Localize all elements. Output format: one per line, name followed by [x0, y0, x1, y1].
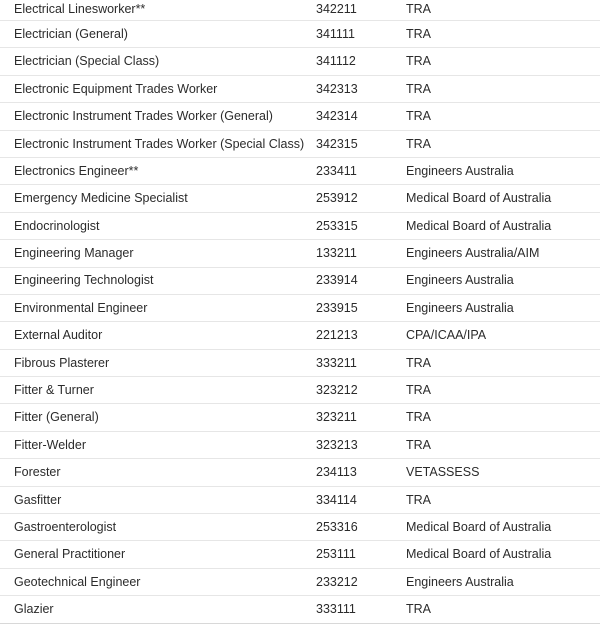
- authority-cell: TRA: [406, 54, 431, 69]
- occupation-cell: Gastroenterologist: [14, 519, 117, 534]
- code-cell: 221213: [316, 328, 358, 343]
- authority-cell: TRA: [406, 109, 431, 124]
- occupation-cell: General Practitioner: [14, 547, 126, 562]
- code-cell: 233411: [316, 163, 357, 178]
- table-row: [0, 21, 600, 48]
- code-cell: 253316: [316, 519, 358, 534]
- table-row: [0, 0, 600, 21]
- code-cell: 253315: [316, 218, 358, 233]
- table-row: [0, 158, 600, 185]
- authority-cell: Engineers Australia: [406, 574, 514, 589]
- authority-cell: Engineers Australia: [406, 300, 514, 315]
- code-cell: 342315: [316, 136, 358, 151]
- table-row: [0, 569, 600, 596]
- occupation-cell: Gasfitter: [14, 492, 62, 507]
- authority-cell: VETASSESS: [406, 465, 480, 480]
- authority-cell: Medical Board of Australia: [406, 191, 552, 206]
- table-row: [0, 240, 600, 267]
- occupation-cell: Fitter-Welder: [14, 437, 87, 452]
- authority-cell: Medical Board of Australia: [406, 519, 552, 534]
- authority-cell: Medical Board of Australia: [406, 547, 552, 562]
- table-row: [0, 541, 600, 568]
- occupation-cell: Electronic Instrument Trades Worker (Special Class): [14, 136, 305, 151]
- table-row: [0, 48, 600, 75]
- table-row: [0, 295, 600, 322]
- table-row: [0, 76, 600, 103]
- code-cell: 133211: [316, 246, 357, 261]
- occupation-cell: Electronic Equipment Trades Worker: [14, 81, 218, 96]
- code-cell: 323211: [316, 410, 357, 425]
- authority-cell: TRA: [406, 410, 431, 425]
- occupation-cell: Engineering Technologist: [14, 273, 154, 288]
- code-cell: 253111: [316, 547, 356, 562]
- authority-cell: Medical Board of Australia: [406, 218, 552, 233]
- occupation-cell: Fibrous Plasterer: [14, 355, 110, 370]
- code-cell: 233915: [316, 300, 358, 315]
- table-row: [0, 459, 600, 486]
- occupation-cell: Electronics Engineer**: [14, 163, 139, 178]
- table-row: [0, 131, 600, 158]
- occupation-cell: Emergency Medicine Specialist: [14, 191, 188, 206]
- occupation-cell: Environmental Engineer: [14, 300, 148, 315]
- code-cell: 341111: [316, 26, 355, 41]
- occupation-cell: Electronic Instrument Trades Worker (General): [14, 109, 273, 124]
- authority-cell: TRA: [406, 437, 431, 452]
- code-cell: 334114: [316, 492, 357, 507]
- code-cell: 323212: [316, 383, 358, 398]
- table-row: [0, 103, 600, 130]
- table-row: [0, 268, 600, 295]
- code-cell: 342314: [316, 109, 358, 124]
- code-cell: 341112: [316, 54, 356, 69]
- occupation-cell: Electrician (Special Class): [14, 54, 160, 69]
- table-row: [0, 514, 600, 541]
- code-cell: 342211: [316, 2, 357, 16]
- code-cell: 233212: [316, 574, 358, 589]
- occupation-cell: Endocrinologist: [14, 218, 100, 233]
- table-row: [0, 596, 600, 623]
- table-row: [0, 350, 600, 377]
- table-row: [0, 487, 600, 514]
- occupation-cell: Glazier: [14, 602, 54, 617]
- code-cell: 342313: [316, 81, 358, 96]
- table-row: [0, 185, 600, 212]
- code-cell: 333211: [316, 355, 357, 370]
- occupation-cell: Geotechnical Engineer: [14, 574, 141, 589]
- authority-cell: TRA: [406, 383, 431, 398]
- table-row: [0, 404, 600, 431]
- table-row: [0, 432, 600, 459]
- occupation-cell: Fitter (General): [14, 410, 99, 425]
- authority-cell: TRA: [406, 81, 431, 96]
- authority-cell: TRA: [406, 355, 431, 370]
- authority-cell: CPA/ICAA/IPA: [406, 328, 487, 343]
- occupation-cell: External Auditor: [14, 328, 103, 343]
- authority-cell: TRA: [406, 2, 431, 16]
- table-row: [0, 322, 600, 349]
- authority-cell: TRA: [406, 492, 431, 507]
- authority-cell: TRA: [406, 26, 431, 41]
- code-cell: 323213: [316, 437, 358, 452]
- authority-cell: TRA: [406, 136, 431, 151]
- code-cell: 333111: [316, 602, 356, 617]
- authority-cell: Engineers Australia: [406, 163, 514, 178]
- authority-cell: TRA: [406, 602, 431, 617]
- code-cell: 234113: [316, 465, 357, 480]
- occupation-cell: Fitter & Turner: [14, 383, 94, 398]
- occupation-cell: Forester: [14, 465, 61, 480]
- code-cell: 233914: [316, 273, 358, 288]
- code-cell: 253912: [316, 191, 358, 206]
- occupation-cell: Electrician (General): [14, 26, 128, 41]
- table-row: [0, 213, 600, 240]
- occupation-cell: Electrical Linesworker**: [14, 2, 146, 16]
- authority-cell: Engineers Australia/AIM: [406, 246, 540, 261]
- table-row: [0, 377, 600, 404]
- authority-cell: Engineers Australia: [406, 273, 514, 288]
- occupation-cell: Engineering Manager: [14, 246, 134, 261]
